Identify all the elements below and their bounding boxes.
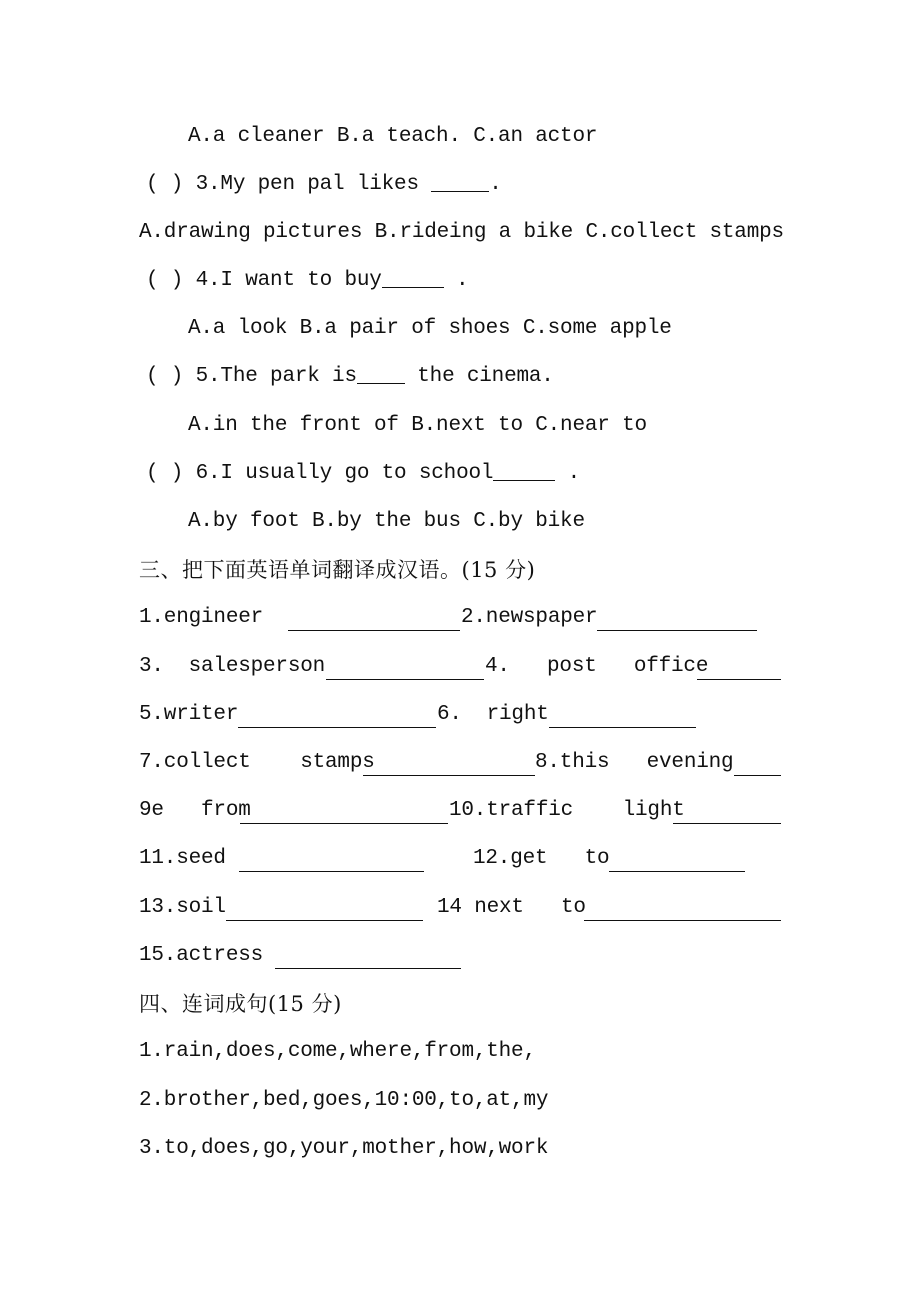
vocab-item-10: 10.traffic light xyxy=(449,799,685,822)
answer-paren: ( ) xyxy=(146,365,184,388)
question-stem: 4.I want to buy xyxy=(195,269,382,292)
vocab-item-14: 14 next to xyxy=(437,896,586,919)
question-stem: 5.The park is xyxy=(195,365,357,388)
sentence-item-2: 2.brother,bed,goes,10:00,to,at,my xyxy=(139,1089,549,1112)
answer-blank xyxy=(734,775,781,776)
answer-blank xyxy=(609,871,745,872)
answer-blank xyxy=(697,679,781,680)
answer-paren: ( ) xyxy=(146,173,184,196)
vocab-item-4: 4. post office xyxy=(485,655,709,678)
vocab-item-11: 11.seed xyxy=(139,847,226,870)
q3-options: A.drawing pictures B.rideing a bike C.collect stamps xyxy=(139,221,784,244)
question-5 xyxy=(146,362,554,392)
answer-blank xyxy=(673,823,781,824)
answer-blank xyxy=(240,823,448,824)
answer-blank xyxy=(357,363,405,384)
q5-options: A.in the front of B.next to C.near to xyxy=(188,414,647,437)
question-6 xyxy=(146,459,580,489)
vocab-item-3: 3. salesperson xyxy=(139,655,326,678)
question-stem: 3.My pen pal likes xyxy=(195,173,432,196)
vocab-item-5: 5.writer xyxy=(139,703,239,726)
section-4-heading: 四、连词成句(15 分) xyxy=(139,992,342,1016)
question-4 xyxy=(146,266,468,296)
vocab-item-2: 2.newspaper xyxy=(461,606,598,629)
question-end: . xyxy=(443,269,469,292)
q2-options: A.a cleaner B.a teach. C.an actor xyxy=(188,125,598,148)
answer-blank xyxy=(431,171,489,192)
answer-paren: ( ) xyxy=(146,462,184,485)
answer-blank xyxy=(326,679,484,680)
sentence-item-3: 3.to,does,go,your,mother,how,work xyxy=(139,1137,549,1160)
q6-options: A.by foot B.by the bus C.by bike xyxy=(188,510,585,533)
question-stem: 6.I usually go to school xyxy=(195,462,494,485)
answer-blank xyxy=(549,727,696,728)
question-end: the cinema. xyxy=(404,365,554,388)
answer-blank xyxy=(238,727,436,728)
answer-blank xyxy=(239,871,424,872)
answer-blank xyxy=(493,460,555,481)
vocab-item-8: 8.this evening xyxy=(535,751,734,774)
answer-blank xyxy=(226,920,423,921)
vocab-item-9: 9e from xyxy=(139,799,251,822)
vocab-item-12: 12.get to xyxy=(473,847,610,870)
section-3-heading: 三、把下面英语单词翻译成汉语。(15 分) xyxy=(139,558,536,582)
answer-blank xyxy=(382,267,444,288)
vocab-item-15: 15.actress xyxy=(139,944,264,967)
answer-blank xyxy=(584,920,781,921)
vocab-item-7: 7.collect stamps xyxy=(139,751,375,774)
question-end: . xyxy=(555,462,581,485)
answer-blank xyxy=(597,630,757,631)
vocab-item-6: 6. right xyxy=(437,703,549,726)
vocab-item-1: 1.engineer xyxy=(139,606,264,629)
question-3 xyxy=(146,170,502,200)
answer-blank xyxy=(275,968,461,969)
question-end: . xyxy=(489,173,502,196)
answer-paren: ( ) xyxy=(146,269,184,292)
answer-blank xyxy=(363,775,535,776)
sentence-item-1: 1.rain,does,come,where,from,the, xyxy=(139,1040,536,1063)
q4-options: A.a look B.a pair of shoes C.some apple xyxy=(188,317,672,340)
vocab-item-13: 13.soil xyxy=(139,896,226,919)
answer-blank xyxy=(288,630,460,631)
